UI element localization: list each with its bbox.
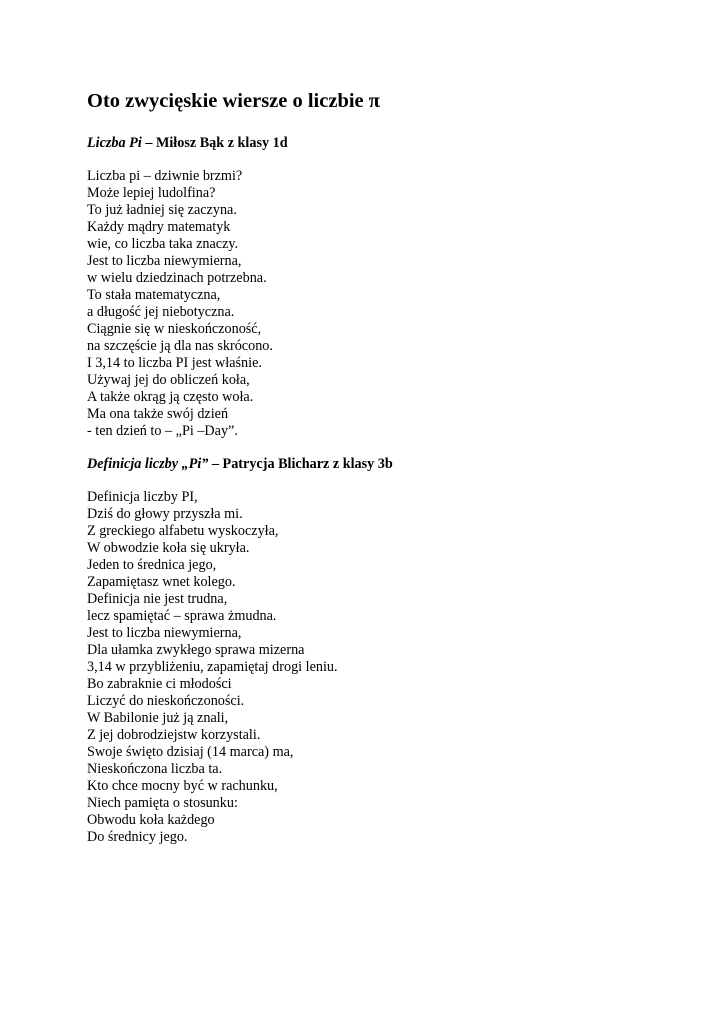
poem-line: To stała matematyczna, [87, 287, 221, 303]
poem-line: Dziś do głowy przyszła mi. [87, 506, 243, 522]
poem-line: - ten dzień to – „Pi –Day”. [87, 423, 238, 439]
poem-line: W Babilonie już ją znali, [87, 710, 229, 726]
poem-heading [87, 135, 647, 152]
poem-line: A także okrąg ją często woła. [87, 389, 254, 405]
poem-line: Bo zabraknie ci młodości [87, 676, 232, 692]
poem-line: Jest to liczba niewymierna, [87, 625, 242, 641]
poem-line: I 3,14 to liczba PI jest właśnie. [87, 355, 262, 371]
poem-line: Definicja liczby PI, [87, 489, 198, 505]
poem-line: Używaj jej do obliczeń koła, [87, 372, 250, 388]
poem-line: Każdy mądry matematyk [87, 219, 231, 235]
poem-line: Z greckiego alfabetu wyskoczyła, [87, 523, 279, 539]
poem-line: Zapamiętasz wnet kolego. [87, 574, 236, 590]
poem-line: Dla ułamka zwykłego sprawa mizerna [87, 642, 305, 658]
poem-body [87, 489, 647, 846]
poem-line: Nieskończona liczba ta. [87, 761, 223, 777]
poem-line: Obwodu koła każdego [87, 812, 215, 828]
poem-line: Ma ona także swój dzień [87, 406, 229, 422]
poem-line: Liczba pi – dziwnie brzmi? [87, 168, 243, 184]
poem-line: 3,14 w przybliżeniu, zapamiętaj drogi leniu. [87, 659, 338, 675]
poem-title: Liczba Pi [87, 135, 142, 151]
poem-author: – Miłosz Bąk z klasy 1d [141, 135, 288, 151]
poem-line: lecz spamiętać – sprawa żmudna. [87, 608, 277, 624]
poem-line: Ciągnie się w nieskończoność, [87, 321, 262, 337]
poem-line: na szczęście ją dla nas skrócono. [87, 338, 273, 354]
poem-author: – Patrycja Blicharz z klasy 3b [208, 456, 393, 472]
poem-line: Jeden to średnica jego, [87, 557, 217, 573]
poem-line: Do średnicy jego. [87, 829, 188, 845]
poem-line: W obwodzie koła się ukryła. [87, 540, 250, 556]
poem-line: Niech pamięta o stosunku: [87, 795, 238, 811]
poem-line: To już ładniej się zaczyna. [87, 202, 237, 218]
poem-line: Liczyć do nieskończoności. [87, 693, 245, 709]
poem-line: Jest to liczba niewymierna, [87, 253, 242, 269]
poem-line: w wielu dziedzinach potrzebna. [87, 270, 267, 286]
poem-body [87, 168, 647, 440]
poem-heading [87, 456, 647, 473]
poem-line: Swoje święto dzisiaj (14 marca) ma, [87, 744, 294, 760]
poem-line: Może lepiej ludolfina? [87, 185, 216, 201]
poem-line: Z jej dobrodziejstw korzystali. [87, 727, 261, 743]
document-page [87, 86, 647, 846]
poem-line: a długość jej niebotyczna. [87, 304, 235, 320]
poem-title: Definicja liczby „Pi” [87, 456, 209, 472]
poem-line: Definicja nie jest trudna, [87, 591, 228, 607]
document-title: Oto zwycięskie wiersze o liczbie π [87, 90, 381, 112]
poem-line: wie, co liczba taka znaczy. [87, 236, 239, 252]
poem-line: Kto chce mocny być w rachunku, [87, 778, 278, 794]
